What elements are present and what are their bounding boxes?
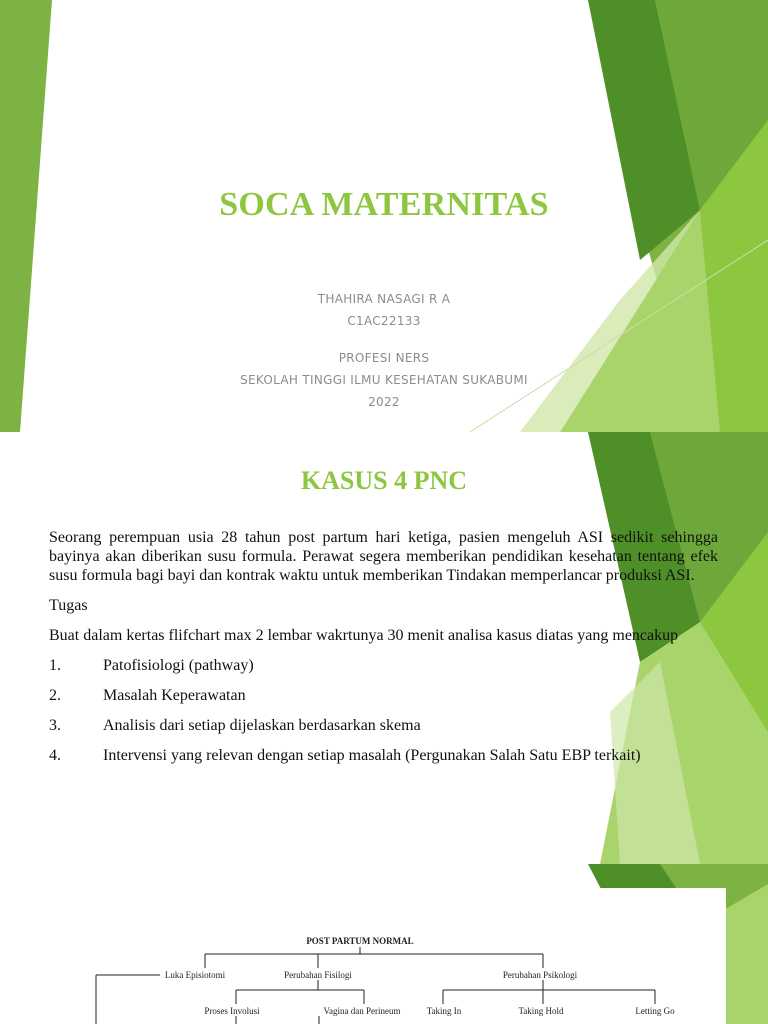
- task-instruction: Buat dalam kertas flifchart max 2 lembar wakrtunya 30 menit analisa kasus diatas yang mencakup: [49, 627, 679, 644]
- task-item-text: Masalah Keperawatan: [103, 687, 246, 704]
- year: 2022: [368, 395, 400, 409]
- task-item: [49, 656, 718, 675]
- diagram-title: POST PARTUM NORMAL: [306, 936, 414, 946]
- task-item: [49, 686, 718, 705]
- node-vagina-perineum: Vagina dan Perineum: [323, 1006, 401, 1016]
- task-item-number: 2.: [49, 687, 61, 704]
- task-item-number: 4.: [49, 747, 61, 764]
- node-taking-in: Taking In: [426, 1006, 462, 1016]
- node-letting-go: Letting Go: [635, 1006, 675, 1016]
- diagram-slide: [0, 864, 768, 1024]
- author-name: THAHIRA NASAGI R A: [317, 292, 451, 306]
- task-item-number: 3.: [49, 717, 61, 734]
- school-name: SEKOLAH TINGGI ILMU KESEHATAN SUKABUMI: [240, 373, 528, 387]
- case-slide: [0, 432, 768, 864]
- task-label: Tugas: [49, 597, 88, 614]
- branch-luka-episiotomi: Luka Episiotomi: [164, 970, 226, 980]
- task-item-text: Analisis dari setiap dijelaskan berdasarkan skema: [103, 717, 421, 734]
- node-proses-involusi: Proses Involusi: [204, 1006, 260, 1016]
- case-body: [49, 528, 718, 776]
- program-name: PROFESI NERS: [338, 351, 430, 365]
- post-partum-diagram: [0, 864, 768, 1024]
- node-taking-hold: Taking Hold: [518, 1006, 564, 1016]
- task-item: [49, 746, 718, 765]
- task-item-text: Intervensi yang relevan dengan setiap masalah (Pergunakan Salah Satu EBP terkait): [103, 747, 641, 764]
- title-slide: [0, 0, 768, 432]
- case-description: Seorang perempuan usia 28 tahun post partum hari ketiga, pasien mengeluh ASI sedikit sehingga bayinya akan diberikan susu formula. Perawat segera memberikan pendidikan kesehatan tentang efek susu formula bagi bayi dan kontrak waktu untuk memberikan Tindakan memperlancar produksi ASI.: [49, 529, 718, 584]
- slide-title: SOCA MATERNITAS: [219, 186, 549, 223]
- slide-title: KASUS 4 PNC: [300, 466, 468, 495]
- branch-perubahan-fisiologi: Perubahan Fisilogi: [284, 970, 352, 980]
- task-item-text: Patofisiologi (pathway): [103, 657, 254, 674]
- task-item: [49, 716, 718, 735]
- task-item-number: 1.: [49, 657, 61, 674]
- branch-perubahan-psikologi: Perubahan Psikologi: [502, 970, 578, 980]
- student-id: C1AC22133: [347, 314, 421, 328]
